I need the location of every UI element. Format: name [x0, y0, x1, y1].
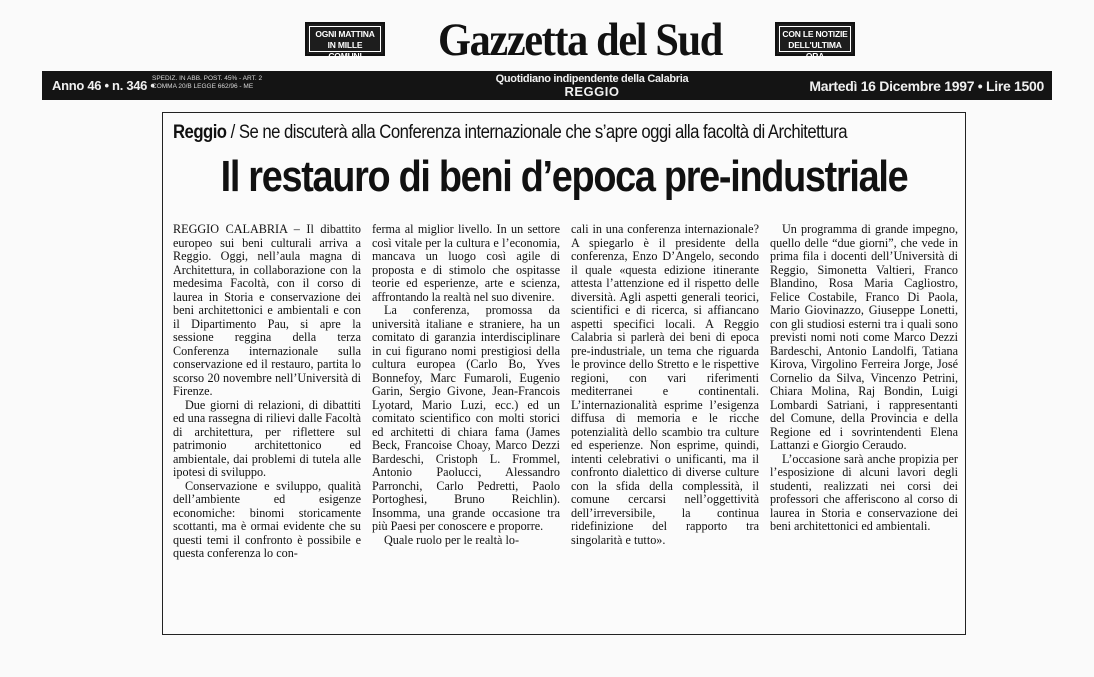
- right-ear-line-2: DELL'ULTIMA ORA: [788, 40, 842, 61]
- column-2: [372, 223, 560, 547]
- newspaper-title: Gazzetta del Sud: [438, 14, 722, 66]
- paragraph: REGGIO CALABRIA – Il dibattito europeo sui beni culturali arriva a Reggio. Oggi, nell’aula magna di Architettura, in collaborazione con la medesima Facoltà, con il corso di laurea in Storia e conservazione dei beni architettonici e ambientali e con il Dipartimento Pau, si apre la sessione reggina della terza Conferenza internazionale sulla conservazione ed il restauro, partita lo scorso 20 novembre nell’Università di Firenze.: [173, 222, 361, 398]
- issue-number: Anno 46 • n. 346 •: [52, 78, 155, 93]
- column-3: [571, 223, 759, 547]
- paragraph: ferma al miglior livello. In un settore così vitale per la cultura e l’economia, mancava un luogo così agile di proposta e di stimolo che ospitasse teorie ed esperienze, arte e scienza, affrontando la realtà nel suo divenire.: [372, 222, 560, 304]
- postal-info: [152, 75, 262, 91]
- postal-line-1: SPEDIZ. IN ABB. POST. 45% - ART. 2: [152, 75, 263, 82]
- column-1: [173, 223, 361, 561]
- kicker: [173, 122, 847, 144]
- postal-line-2: COMMA 20/B LEGGE 662/96 - ME: [152, 83, 254, 90]
- kicker-text: / Se ne discuterà alla Conferenza internazionale che s’apre oggi alla facoltà di Architettura: [226, 122, 848, 143]
- paragraph: Due giorni di relazioni, di dibattiti ed una rassegna di rilievi dalle Facoltà di architettura, per riflettere sul patrimonio architettonico ed ambientale, dai problemi di tutela alle ipotesi di sviluppo.: [173, 397, 361, 479]
- tagline: Quotidiano indipendente della Calabria: [495, 73, 689, 85]
- kicker-location: Reggio: [173, 122, 227, 143]
- section-name: REGGIO: [564, 84, 620, 99]
- right-ear-line-1: CON LE NOTIZIE: [782, 29, 848, 39]
- headline: Il restauro di beni d’epoca pre-industriale: [220, 152, 908, 201]
- left-ear-box: [305, 22, 385, 61]
- paragraph: Quale ruolo per le realtà lo-: [384, 532, 520, 547]
- left-ear-line-2: IN MILLE COMUNI: [327, 40, 363, 61]
- date-price: Martedì 16 Dicembre 1997 • Lire 1500: [809, 78, 1044, 94]
- paragraph: cali in una conferenza internazionale? A spiegarlo è il presidente della conferenza, Enzo D’Angelo, secondo il quale «questa edizione itinerante attesta l’attenzione ed il rispetto delle diversità. Agli aspetti generali teorici, scientifici e di ricerca, si affiancano aspetti specifici locali. A Reggio Calabria si parlerà dei beni di epoca pre-industriale, un tema che riguarda le province dello Stretto e le rispettive regioni, con vari riferimenti mediterranei e continentali. L’internazionalità esprime l’esigenza diffusa di memoria e le ricche potenzialità dello scambio tra culture ed esperienze. Non esprime, quindi, intenti celebrativi o unificanti, ma il confronto dialettico di diverse culture con la sfida della complessità, il comune cercarsi nell’oggettività dell’irreversibile, la continua ridefinizione del rapporto tra singolarità e tutto».: [571, 222, 759, 547]
- article-box: [162, 112, 966, 635]
- left-ear-line-1: OGNI MATTINA: [315, 29, 375, 39]
- paragraph: L’occasione sarà anche propizia per l’esposizione di alcuni lavori degli studenti, realizzati nei corsi dei professori che afferiscono al corso di laurea in Storia e conservazione dei beni architettonici ed ambientali.: [770, 451, 958, 533]
- paragraph: Un programma di grande impegno, quello delle “due giorni”, che vede in prima fila i docenti dell’Università di Reggio, Simonetta Valtieri, Franco Blandino, Rosa Maria Cagliostro, Felice Costabile, Franco Di Paola, Mario Giovinazzo, Giuseppe Lonetti, con gli studiosi esterni tra i quali sono previsti nomi noti come Marco Dezzi Bardeschi, Antonio Landolfi, Tatiana Kirova, Virgolino Ferreira Jorge, José Cornelio da Silva, Vincenzo Petrini, Chiara Molina, Raj Bondin, Luigi Lombardi Satriani, i rappresentanti del Comune, della Provincia e della Regione ed i sovrintendenti Elena Lattanzi e Giorgio Ceraudo.: [770, 222, 958, 452]
- right-ear-box: [775, 22, 855, 61]
- paragraph: Conservazione e sviluppo, qualità dell’ambiente ed esigenze economiche: binomi storicamente scottanti, ma è ormai evidente che su questi temi il confronto è possibile e questa conferenza lo con-: [173, 478, 361, 560]
- column-4: [770, 223, 958, 534]
- masthead-band: [42, 71, 1052, 100]
- article-body: [173, 223, 957, 628]
- paragraph: La conferenza, promossa da università italiane e straniere, ha un comitato di garanzia interdisciplinare in cui figurano nomi prestigiosi della cultura europea (Carlo Bo, Yves Bonnefoy, Marc Fumaroli, Eugenio Garin, Sergio Givone, Jean-Francois Lyotard, Mario Luzi, ecc.) ed un comitato scientifico con molti storici ed architetti di chiara fama (James Beck, Francoise Choay, Marco Dezzi Bardeschi, Cristoph L. Frommel, Antonio Paolucci, Alessandro Parronchi, Carlo Pedretti, Paolo Portoghesi, Bruno Reichlin). Insomma, una grande occasione tra più Paesi per conoscere e proporre.: [372, 303, 560, 533]
